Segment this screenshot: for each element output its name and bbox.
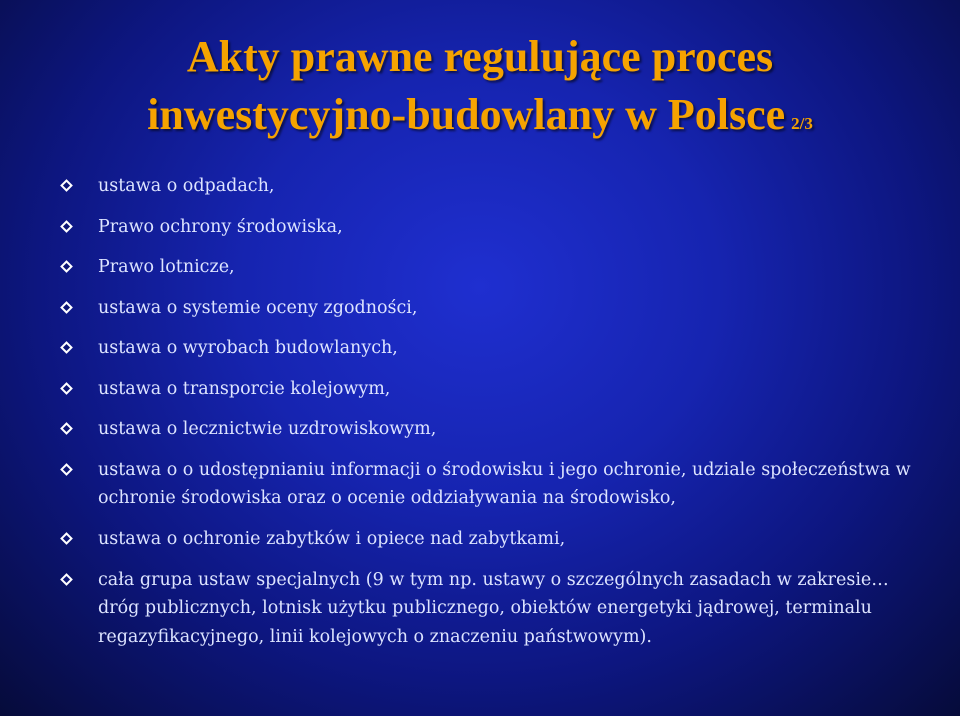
page-indicator: 2/3: [791, 114, 813, 133]
list-item: [62, 253, 922, 281]
diamond-bullet-icon: [60, 573, 73, 586]
list-item: [62, 334, 922, 362]
list-item-text: ustawa o systemie oceny zgodności,: [98, 297, 418, 318]
list-item: [62, 566, 922, 652]
slide-title: [0, 28, 960, 153]
title-line-1: Akty prawne regulujące proces: [186, 32, 774, 81]
list-item-text: Prawo lotnicze,: [98, 257, 235, 277]
list-item: [62, 172, 922, 200]
list-item: [62, 213, 922, 241]
list-item-text: Prawo ochrony środowiska,: [98, 216, 343, 237]
list-item: [62, 294, 922, 322]
diamond-bullet-icon: [60, 179, 73, 192]
list-item-text: ustawa o transporcie kolejowym,: [98, 378, 391, 399]
bullet-list: [62, 172, 922, 664]
list-item-text: ustawa o lecznictwie uzdrowiskowym,: [98, 419, 437, 439]
list-item-text: cała grupa ustaw specjalnych (9 w tym np. ustawy o szczególnych zasadach w zakresie… dróg publicznych, lotnisk użytku publicznego, obiektów energetyki jądrowej, terminalu regazyfikacyjnego, linii kolejowych o znaczeniu państwowym).: [98, 569, 889, 647]
title-line-2-text: inwestycyjno-budowlany w Polsce: [147, 90, 786, 139]
list-item: [62, 456, 922, 513]
list-item: [62, 415, 922, 443]
diamond-bullet-icon: [60, 463, 73, 476]
diamond-bullet-icon: [60, 422, 73, 435]
diamond-bullet-icon: [60, 220, 73, 233]
list-item: [62, 375, 922, 403]
diamond-bullet-icon: [60, 301, 73, 314]
list-item: [62, 525, 922, 553]
list-item-text: ustawa o odpadach,: [98, 176, 275, 196]
title-line-2: [0, 86, 960, 153]
diamond-bullet-icon: [60, 532, 73, 545]
list-item-text: ustawa o ochronie zabytków i opiece nad zabytkami,: [98, 529, 566, 549]
diamond-bullet-icon: [60, 382, 73, 395]
diamond-bullet-icon: [60, 260, 73, 273]
list-item-text: ustawa o wyrobach budowlanych,: [98, 338, 398, 358]
list-item-text: ustawa o o udostępnianiu informacji o środowisku i jego ochronie, udziale społeczeństwa w ochronie środowiska oraz o ocenie oddziaływania na środowisko,: [98, 459, 911, 508]
diamond-bullet-icon: [60, 341, 73, 354]
